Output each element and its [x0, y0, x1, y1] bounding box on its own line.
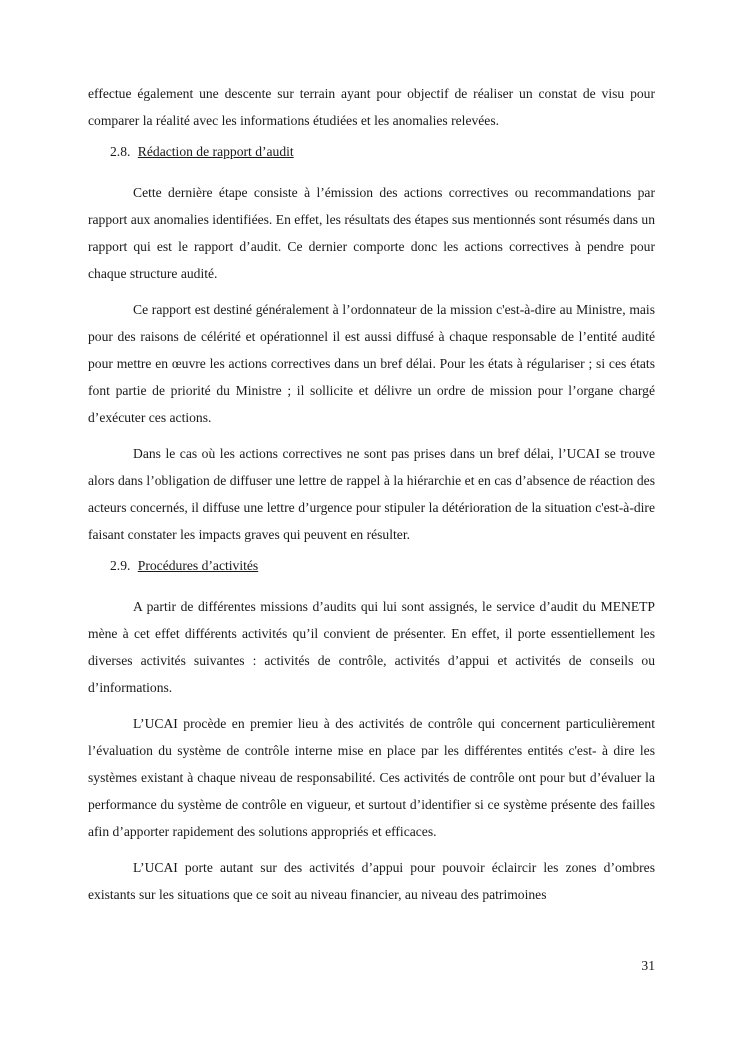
page-number: 31 — [641, 958, 655, 973]
section-heading-2-9 — [110, 557, 655, 575]
paragraph: L’UCAI porte autant sur des activités d’appui pour pouvoir éclaircir les zones d’ombres existants sur les situations que ce soit au niveau financier, au niveau des patrimoines — [88, 860, 655, 902]
section-title: Procédures d’activités — [137, 558, 259, 573]
paragraph: Cette dernière étape consiste à l’émission des actions correctives ou recommandations par rapport aux anomalies identifiées. En effet, les résultats des étapes sus mentionnés sont résumés dans un rapport qui est le rapport d’audit. Ce dernier comporte donc les actions correctives à pendre pour chaque structure audité. — [88, 185, 655, 281]
section-number: 2.8. — [110, 144, 131, 159]
paragraph: Ce rapport est destiné généralement à l’ordonnateur de la mission c'est-à-dire au Ministre, mais pour des raisons de célérité et opérationnel il est aussi diffusé à chaque responsable de l’entité audité pour mettre en œuvre les actions correctives dans un bref délai. Pour les états à régulariser ; si ces états font partie de priorité du Ministre ; il sollicite et délivre un ordre de mission pour l’organe chargé d’exécuter ces actions. — [88, 302, 655, 425]
paragraph: L’UCAI procède en premier lieu à des activités de contrôle qui concernent particulièrement l’évaluation du système de contrôle interne mise en place par les différentes entités c'est- à dire les systèmes existant à chaque niveau de responsabilité. Ces activités de contrôle ont pour but d’évaluer la performance du système de contrôle en vigueur, et surtout d’identifier si ce système présente des failles afin d’apporter rapidement des solutions appropriés et efficaces. — [88, 716, 655, 839]
section-number: 2.9. — [110, 558, 131, 573]
paragraph: Dans le cas où les actions correctives ne sont pas prises dans un bref délai, l’UCAI se trouve alors dans l’obligation de diffuser une lettre de rappel à la hiérarchie et en cas d’absence de réaction des acteurs concernés, il diffuse une lettre d’urgence pour stipuler la détérioration de la situation c'est-à-dire faisant constater les impacts graves qui peuvent en résulter. — [88, 446, 655, 542]
document-page — [88, 80, 655, 917]
intro-paragraph: effectue également une descente sur terrain ayant pour objectif de réaliser un constat de visu pour comparer la réalité avec les informations étudiées et les anomalies relevées. — [88, 86, 655, 128]
section-title: Rédaction de rapport d’audit — [137, 144, 294, 159]
paragraph: A partir de différentes missions d’audits qui lui sont assignés, le service d’audit du MENETP mène à cet effet différents activités qu’il convient de présenter. En effet, il porte essentiellement les diverses activités suivantes : activités de contrôle, activités d’appui et activités de conseils ou d’informations. — [88, 599, 655, 695]
section-heading-2-8 — [110, 143, 655, 161]
